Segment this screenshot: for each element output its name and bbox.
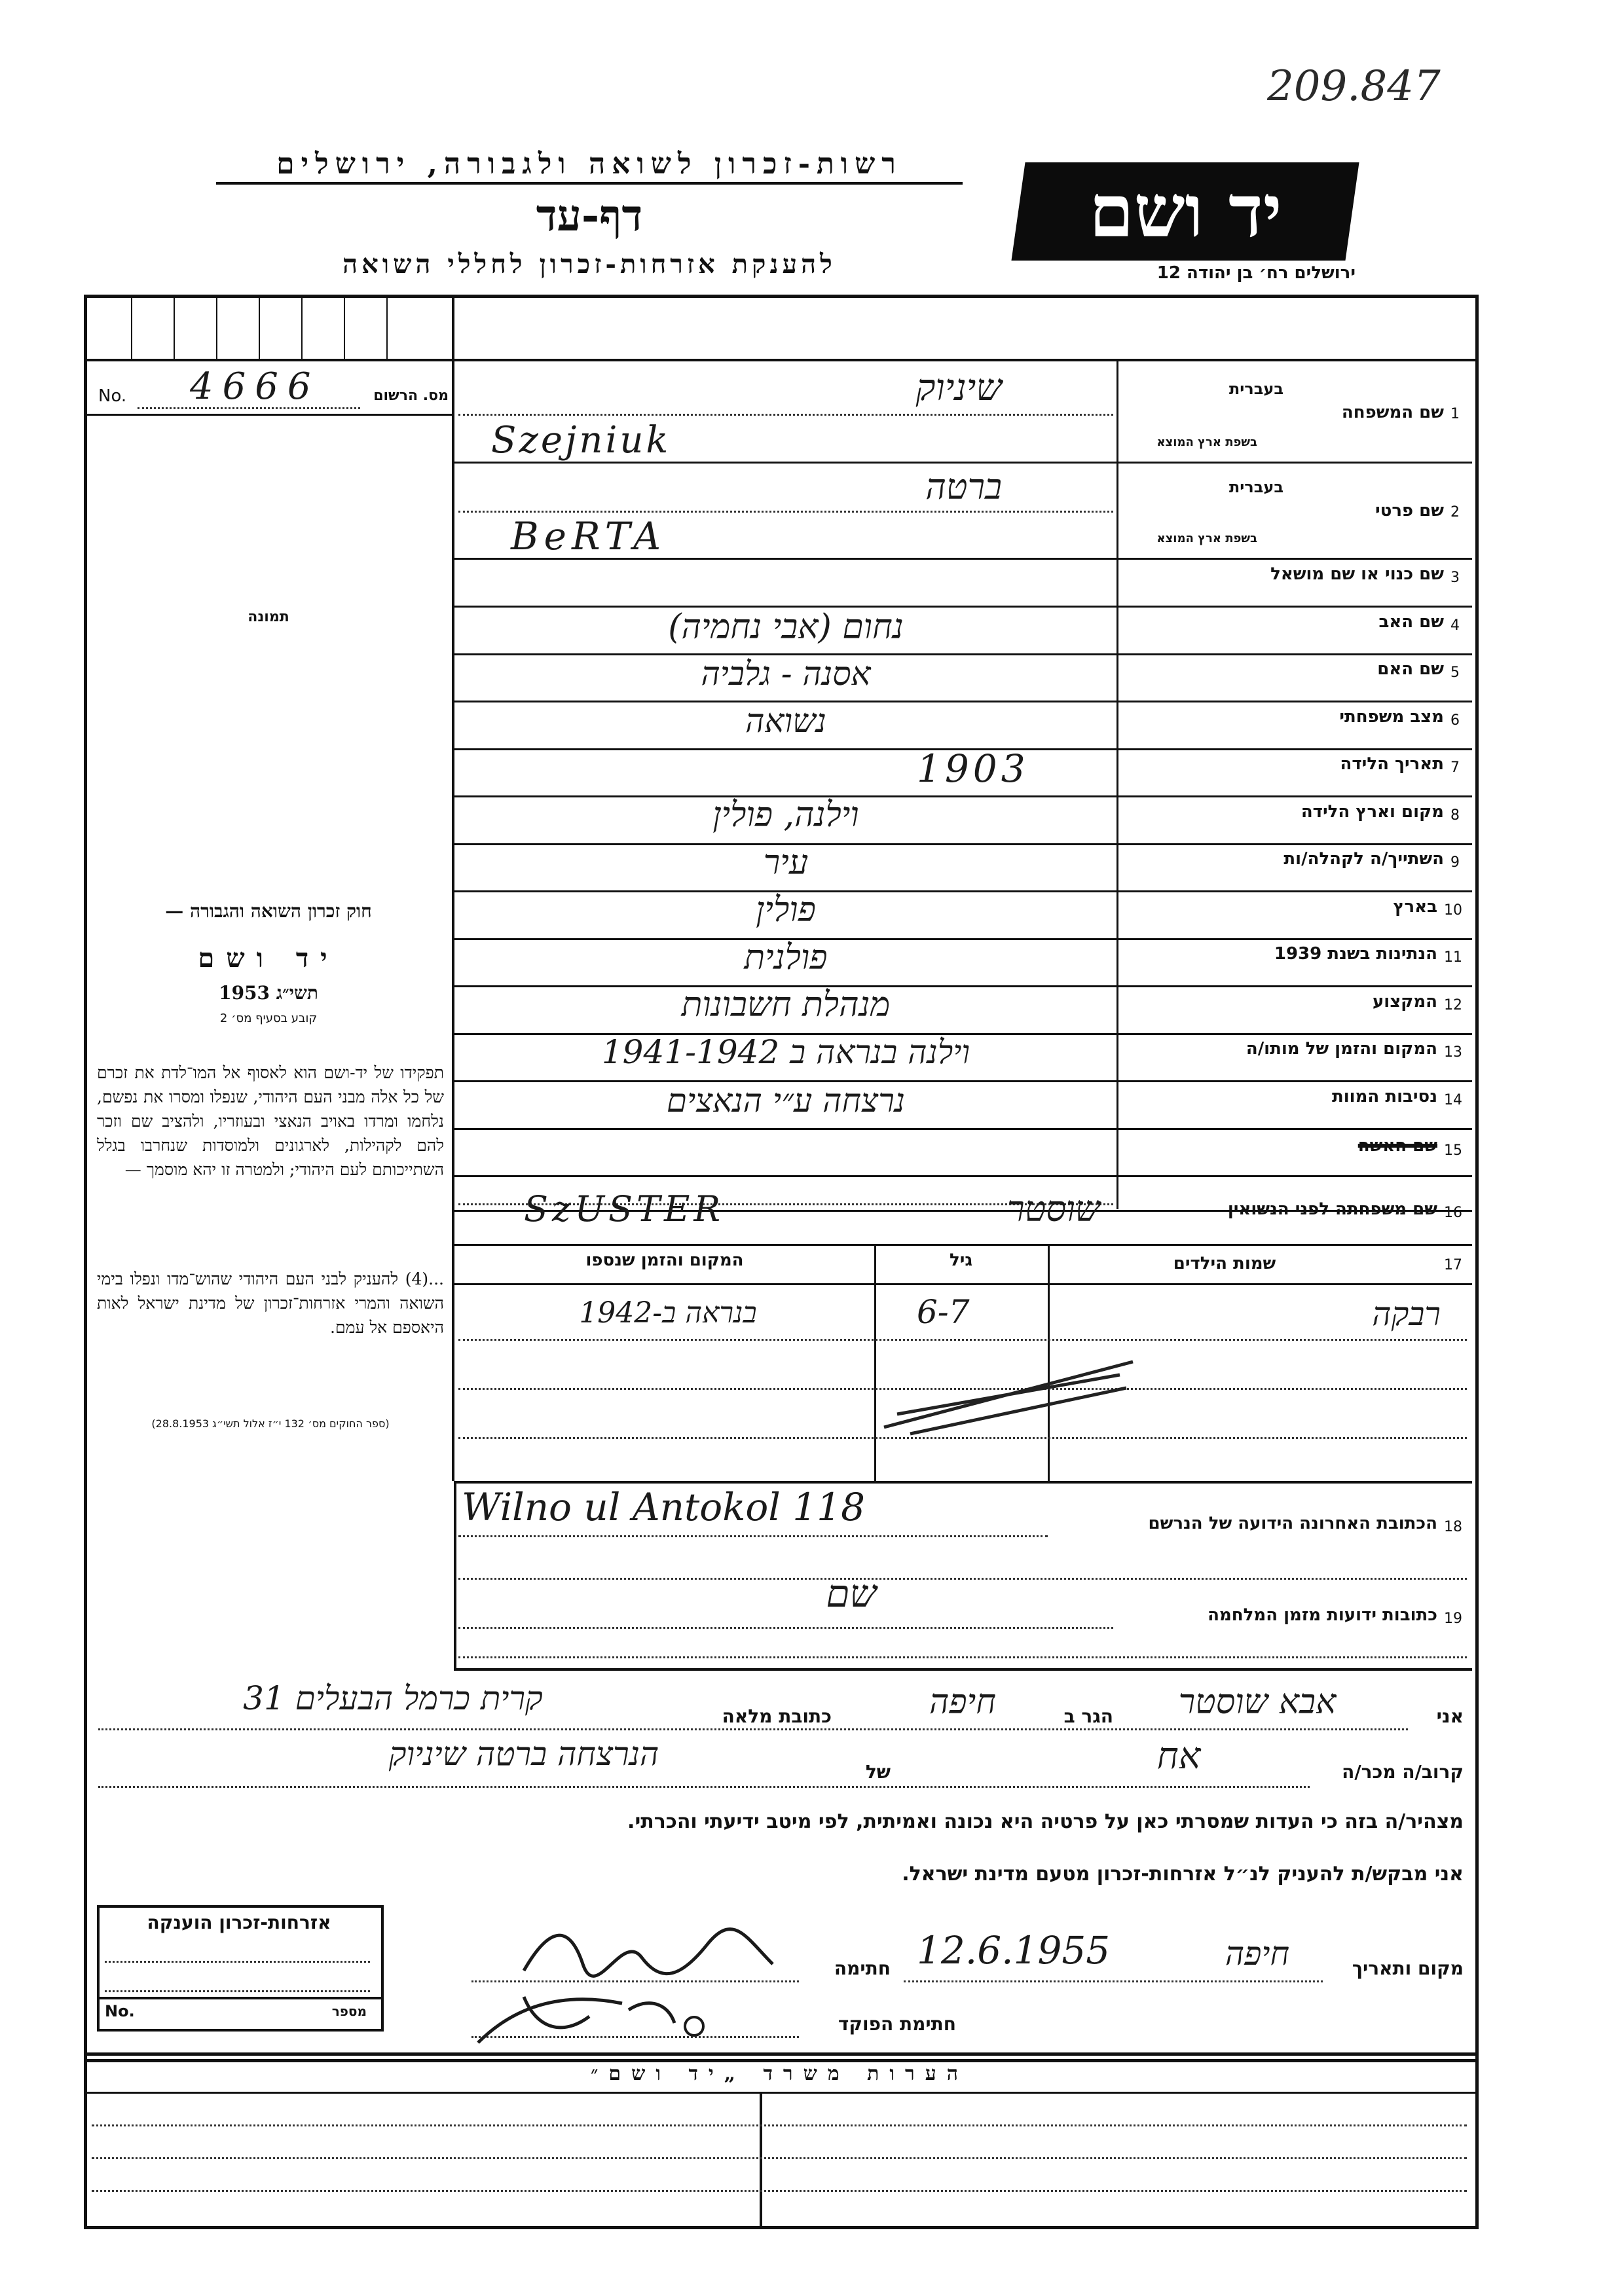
children-col-names: שמות הילדים [1173,1254,1276,1273]
field-7-number: 7 [1450,759,1460,776]
declaration-statement-1: מצהיר/ה בזה כי העדות שמסרתי כאן על פרטיה היא נכונה ואמיתית, לפי מיטב ידיעתי והכרתי. [627,1810,1464,1833]
law-text: תפקידו של יד-ושם הוא לאסוף אל המו־לדת את זכרם של כל אלה מבני העם היהודי, שנפלו ומסרו את נפשם, נלחמו ומרדו באויב הנאצי ובעוזריו, ולהציב שם וזכר להם לקהילות, לארגונים ולמוסדות שנחרבו בגלל השתייכותם לעם היהודי; ולמטרה זו יהא מוסמך — [97,1063,444,1179]
citizenship-box-title: אזרחות-זכרון הוענקה [147,1912,331,1933]
field-6-number: 6 [1450,712,1460,729]
field-19-value: שם [826,1571,877,1616]
field-7-value: 1903 [917,746,1029,791]
signature-label: חתימה [834,1958,891,1979]
field-18-value: Wilno ul Antokol 118 [462,1485,865,1529]
field-1-number: 1 [1450,406,1460,422]
remarks-title: הערות משרד „יד ושם״ [590,2062,969,2085]
field-15-number: 15 [1444,1142,1462,1159]
law-clause-4: ...(4) להעניק לבני העם היהודי שהוש־מדו ונפלו בימי השואה והמרי אזרחות־זכרון של מדינת ישראל לאות היאספם אל עמם. [97,1269,444,1337]
field-11-label: הנתינות בשנת 1939 [1274,944,1437,964]
citizenship-box-number-label: מספר [331,2003,367,2019]
field-2-value-hebrew: ברטה [925,466,1002,507]
field-6-value: נשואה [745,702,826,740]
declaration-ani: אני [1436,1705,1464,1727]
declaration-address-label: כתובת מלאה [722,1705,832,1727]
photo-label: תמונה [248,609,289,625]
field-1-label: שם המשפחה [1341,403,1444,422]
law-name: יד ושם [198,943,339,974]
field-2-sub-hebrew: בעברית [1228,478,1283,496]
field-8-number: 8 [1450,807,1460,824]
field-11-value: פולנית [744,938,828,977]
logo-address: ירושלים רח׳ בן יהודה 12 [1156,263,1356,283]
field-1-value-hebrew: שיניוק [915,367,1002,409]
field-16-value-origin: SzUSTER [524,1188,725,1230]
registration-number: 4666 [190,365,320,408]
field-1-sub-hebrew: בעברית [1228,380,1283,398]
field-10-number: 10 [1444,902,1462,919]
field-15-label: שם האשה [1357,1136,1437,1156]
field-5-value: אסנה - גלביה [701,655,871,693]
field-9-value: עיר [763,843,809,883]
declaration-relation-label: קרוב/ה מכר/ה [1342,1761,1464,1783]
field-2-label: שם פרטי [1375,501,1444,520]
field-3-number: 3 [1450,570,1460,586]
field-18-label: הכתובת האחרונה הידועה של הנרשם [1148,1514,1437,1533]
field-4-label: שם האב [1378,612,1444,632]
form-subtitle: להענקת אזרחות-זכרון לחללי השואה [342,249,836,280]
authority-name: רשות-זכרון לשואה ולגבורה, ירושלים [216,147,963,185]
field-2-value-origin: BeRTA [511,514,666,558]
field-9-label: השתייך/ה לקהלה/ות [1283,849,1444,869]
form-title: דף-עד [536,190,643,241]
field-13-label: המקום והזמן של מותו/ה [1246,1039,1437,1059]
field-14-label: נסיבות המוות [1332,1087,1437,1106]
strike-scribble [871,1349,1146,1440]
declaration-of: של [865,1761,891,1783]
law-clause-ref: קובע בסעיף מס׳ 2 [219,1011,318,1025]
field-7-label: תאריך הלידה [1340,754,1444,774]
declaration-name: אבא שוסטר [1178,1683,1337,1722]
law-source: (ספר החוקים מס׳ 132 י״ז אלול תשי״ג 28.8.1953) [151,1417,390,1430]
child-age: 6-7 [917,1293,970,1331]
child-name: רבקה [1372,1295,1441,1333]
field-19-label: כתובות ידועות מזמן המלחמה [1208,1605,1437,1625]
declaration-address: קרית כרמל הבעלים 31 [243,1679,543,1717]
field-2-sub-origin: בשפת ארץ המוצא [1156,532,1257,545]
child-place: בנראה ב-1942 [579,1296,757,1330]
field-8-label: מקום וארץ הלידה [1301,802,1444,822]
field-19-number: 19 [1444,1611,1462,1627]
field-3-label: שם כנוי או שם מושאל [1270,564,1444,584]
declaration-relation: אח [1156,1735,1201,1777]
field-14-value: נרצחה ע״י הנאצים [666,1082,906,1120]
field-1-value-origin: Szejniuk [491,419,671,462]
field-1-sub-origin: בשפת ארץ המוצא [1156,435,1257,449]
field-12-number: 12 [1444,997,1462,1013]
field-14-number: 14 [1444,1092,1462,1108]
archive-number: 209.847 [1267,62,1441,111]
declaration-city: חיפה [929,1683,997,1722]
field-16-number: 16 [1444,1205,1462,1221]
field-5-label: שם האם [1377,659,1444,679]
declaration-date: 12.6.1955 [917,1928,1111,1973]
law-year: תשי״ג 1953 [219,982,318,1004]
children-col-place: המקום והזמן שנספו [585,1250,744,1270]
field-16-value-hebrew: שוסטר [1007,1188,1100,1230]
field-4-value: נחום (אבי נחמיה) [668,608,904,647]
field-10-label: בארץ [1393,897,1437,917]
field-17-number: 17 [1444,1257,1462,1273]
officer-signature [458,1971,733,2056]
field-6-label: מצב משפחתי [1339,707,1444,727]
children-col-age: גיל [949,1250,972,1270]
declaration-of-name: הנרצחה ברטה שיניוק [388,1735,659,1773]
yad-vashem-logo [1011,162,1359,261]
field-12-label: המקצוע [1372,992,1437,1011]
logo-text: יד ושם [1088,169,1282,253]
law-title: חוק זכרון השואה והגבורה — [165,900,372,922]
registration-no-label: No. [98,386,127,406]
field-16-label: שם משפחתה לפני הנשואין [1227,1199,1437,1219]
officer-signature-label: חתימת הפוקד [838,2013,956,2035]
field-13-value: וילנה בנראה ב 1941-1942 [601,1033,970,1071]
field-12-value: מנהלת חשבונות [681,985,891,1025]
field-2-number: 2 [1450,504,1460,520]
declaration-place: חיפה [1225,1935,1290,1973]
field-13-number: 13 [1444,1044,1462,1061]
field-9-number: 9 [1450,854,1460,871]
field-10-value: פולין [756,890,816,930]
registration-label: מס. הרשום [373,388,449,404]
declaration-statement-2: אני מבקש/ת להעניק לנ״ל אזרחות-זכרון מטעם מדינת ישראל. [902,1863,1464,1886]
field-4-number: 4 [1450,617,1460,634]
place-date-label: מקום ותאריך [1352,1958,1464,1979]
declaration-resides: הגר ב [1063,1705,1113,1727]
citizenship-box-no-label: No. [105,2002,135,2020]
field-18-number: 18 [1444,1519,1462,1535]
field-5-number: 5 [1450,665,1460,681]
field-8-value: וילנה, פולין [712,795,859,835]
field-11-number: 11 [1444,949,1462,966]
